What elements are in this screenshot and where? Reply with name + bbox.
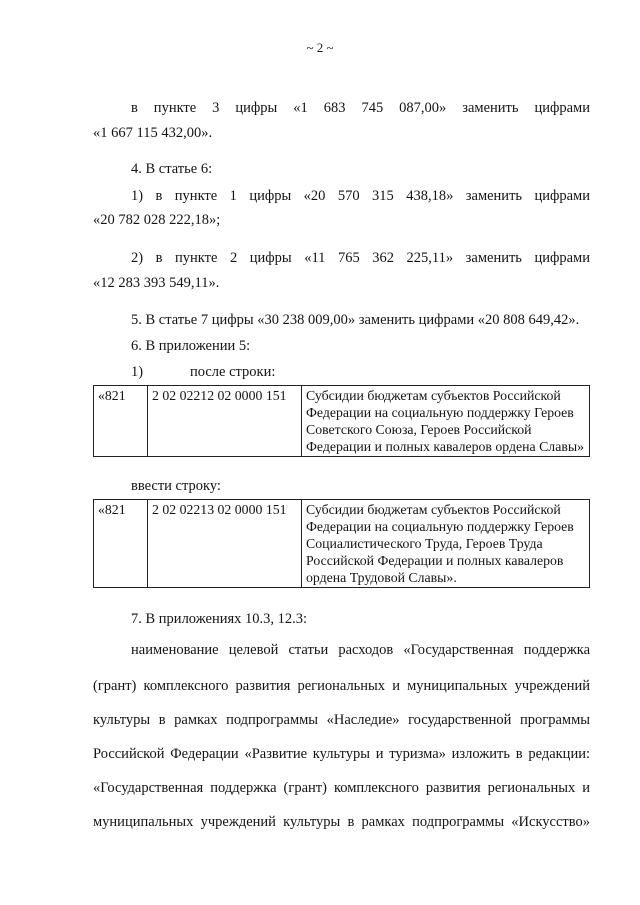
table-cell-code: «821 <box>94 386 148 457</box>
paragraph-line: в пункте 3 цифры «1 683 745 087,00» заменить цифрами <box>131 100 590 116</box>
paragraph-line: «Государственная поддержка (грант) комплексного развития региональных и <box>93 780 590 796</box>
paragraph-line: «1 667 115 432,00». <box>93 125 213 141</box>
table-cell-description: Субсидии бюджетам субъектов Российской Федерации на социальную поддержку Героев Социалистического Труда, Героев Труда Российской Федерации и полных кавалеров ордена Трудовой Славы». <box>302 500 590 588</box>
paragraph-line: наименование целевой статьи расходов «Государственная поддержка <box>131 642 590 658</box>
paragraph-line: 5. В статье 7 цифры «30 238 009,00» заменить цифрами «20 808 649,42». <box>131 312 580 328</box>
paragraph-line: «20 782 028 222,18»; <box>93 212 221 228</box>
list-item-text: после строки: <box>190 364 276 380</box>
paragraph-line: культуры в рамках подпрограммы «Наследие» государственной программы <box>93 712 590 728</box>
table-row <box>94 500 590 588</box>
list-item-number: 1) <box>131 364 144 380</box>
section-heading: 4. В статье 6: <box>131 161 213 177</box>
table-cell-classification: 2 02 02212 02 0000 151 <box>148 386 302 457</box>
table-cell-code: «821 <box>94 500 148 588</box>
page-number: ~ 2 ~ <box>306 40 334 55</box>
paragraph-line: (грант) комплексного развития региональных и муниципальных учреждений <box>93 678 590 694</box>
section-heading: 7. В приложениях 10.3, 12.3: <box>131 611 308 627</box>
section-heading: 6. В приложении 5: <box>131 338 251 354</box>
table-cell-description: Субсидии бюджетам субъектов Российской Федерации на социальную поддержку Героев Советского Союза, Героев Российской Федерации и полных кавалеров ордена Славы» <box>302 386 590 457</box>
budget-entry-table-new <box>93 499 590 588</box>
paragraph-line: Российской Федерации «Развитие культуры и туризма» изложить в редакции: <box>93 746 590 762</box>
paragraph-line: муниципальных учреждений культуры в рамках подпрограммы «Искусство» <box>93 814 590 830</box>
paragraph-line: «12 283 393 549,11». <box>93 275 220 291</box>
paragraph-line: 2) в пункте 2 цифры «11 765 362 225,11» заменить цифрами <box>131 250 590 266</box>
paragraph-line: 1) в пункте 1 цифры «20 570 315 438,18» заменить цифрами <box>131 188 590 204</box>
table-row <box>94 386 590 457</box>
insert-instruction: ввести строку: <box>131 478 221 494</box>
budget-entry-table-old <box>93 385 590 457</box>
table-cell-classification: 2 02 02213 02 0000 151 <box>148 500 302 588</box>
